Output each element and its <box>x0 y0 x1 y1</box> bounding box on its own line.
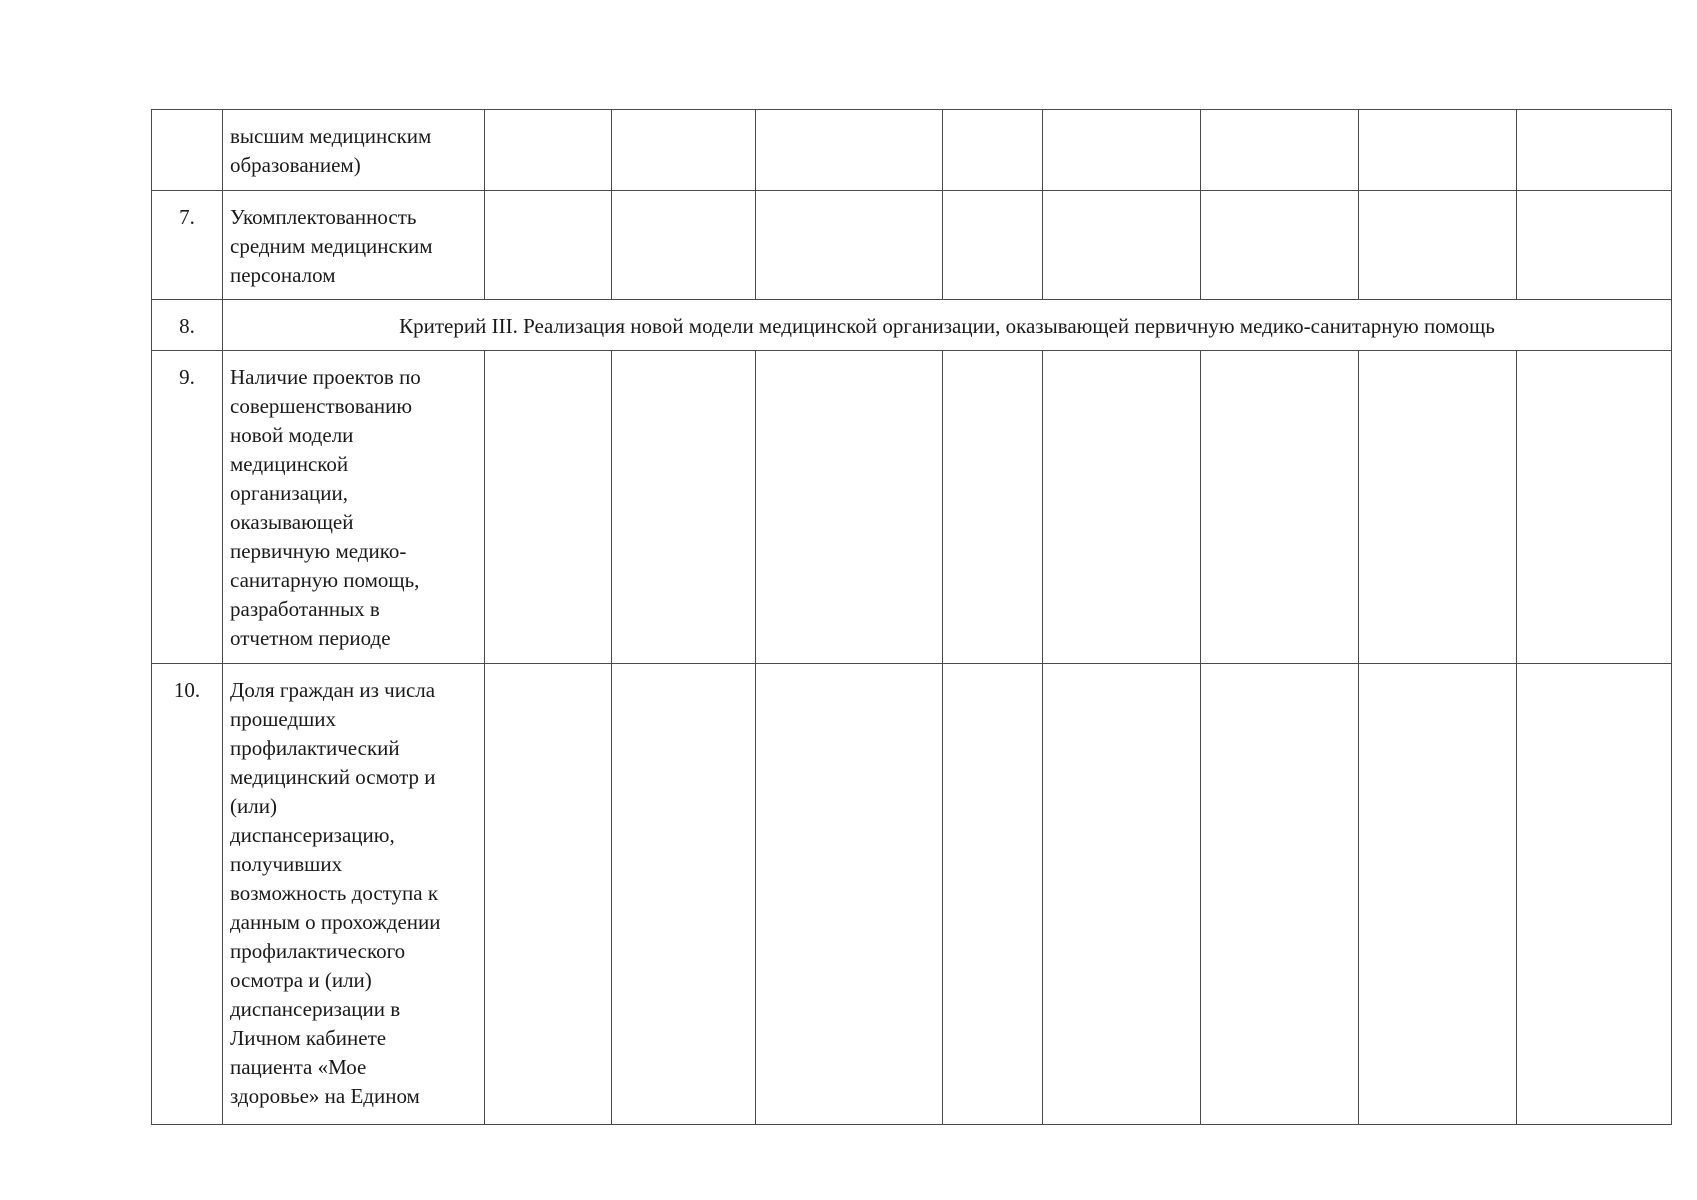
empty-cell <box>485 664 612 1125</box>
empty-cell <box>756 110 943 191</box>
row-description <box>223 191 485 300</box>
empty-cell <box>1359 110 1517 191</box>
description-line: высшим медицинским <box>230 124 432 148</box>
empty-cell <box>612 351 756 664</box>
table-row <box>152 110 1672 191</box>
row-description <box>223 110 485 191</box>
description-line: здоровье» на Едином <box>230 1084 420 1108</box>
description-line: медицинской <box>230 452 349 476</box>
description-line: Наличие проектов по <box>230 365 421 389</box>
description-line: диспансеризации в <box>230 997 401 1021</box>
description-line: Личном кабинете <box>230 1026 387 1050</box>
criterion-heading: Критерий III. Реализация новой модели медицинской организации, оказывающей первичную медико-санитарную помощь <box>223 300 1672 351</box>
description-line: разработанных в <box>230 597 380 621</box>
empty-cell <box>1201 191 1359 300</box>
description-line: оказывающей <box>230 510 354 534</box>
empty-cell <box>1201 110 1359 191</box>
row-description <box>223 351 485 664</box>
criteria-table <box>151 109 1672 1125</box>
description-line: пациента «Мое <box>230 1055 367 1079</box>
empty-cell <box>943 110 1043 191</box>
empty-cell <box>1517 191 1672 300</box>
empty-cell <box>1043 664 1201 1125</box>
table-row <box>152 300 1672 351</box>
description-line: (или) <box>230 794 277 818</box>
description-line: профилактический <box>230 736 400 760</box>
row-number <box>152 110 223 191</box>
empty-cell <box>612 191 756 300</box>
table-row <box>152 191 1672 300</box>
description-line: возможность доступа к <box>230 881 439 905</box>
empty-cell <box>756 351 943 664</box>
empty-cell <box>756 664 943 1125</box>
description-line: средним медицинским <box>230 234 433 258</box>
empty-cell <box>1201 351 1359 664</box>
row-number: 8. <box>152 300 223 351</box>
description-line: отчетном периоде <box>230 626 391 650</box>
description-line: санитарную помощь, <box>230 568 420 592</box>
row-number: 7. <box>152 191 223 300</box>
empty-cell <box>1517 664 1672 1125</box>
empty-cell <box>1043 110 1201 191</box>
description-line: совершенствованию <box>230 394 413 418</box>
description-line: профилактического <box>230 939 406 963</box>
empty-cell <box>485 351 612 664</box>
empty-cell <box>612 110 756 191</box>
description-line: Доля граждан из числа <box>230 678 436 702</box>
empty-cell <box>1517 110 1672 191</box>
description-line: осмотра и (или) <box>230 968 372 992</box>
description-line: первичную медико- <box>230 539 407 563</box>
empty-cell <box>1517 351 1672 664</box>
empty-cell <box>756 191 943 300</box>
description-line: Укомплектованность <box>230 205 417 229</box>
empty-cell <box>1043 191 1201 300</box>
description-line: диспансеризацию, <box>230 823 395 847</box>
empty-cell <box>485 191 612 300</box>
empty-cell <box>943 664 1043 1125</box>
empty-cell <box>1359 664 1517 1125</box>
table-row <box>152 351 1672 664</box>
row-number: 10. <box>152 664 223 1125</box>
empty-cell <box>485 110 612 191</box>
row-description <box>223 664 485 1125</box>
empty-cell <box>943 351 1043 664</box>
empty-cell <box>1359 351 1517 664</box>
table-row <box>152 664 1672 1125</box>
empty-cell <box>943 191 1043 300</box>
description-line: образованием) <box>230 153 361 177</box>
empty-cell <box>1201 664 1359 1125</box>
description-line: организации, <box>230 481 348 505</box>
row-number: 9. <box>152 351 223 664</box>
description-line: прошедших <box>230 707 337 731</box>
empty-cell <box>1043 351 1201 664</box>
description-line: медицинский осмотр и <box>230 765 436 789</box>
empty-cell <box>612 664 756 1125</box>
description-line: персоналом <box>230 263 336 287</box>
description-line: данным о прохождении <box>230 910 441 934</box>
description-line: получивших <box>230 852 343 876</box>
empty-cell <box>1359 191 1517 300</box>
description-line: новой модели <box>230 423 354 447</box>
